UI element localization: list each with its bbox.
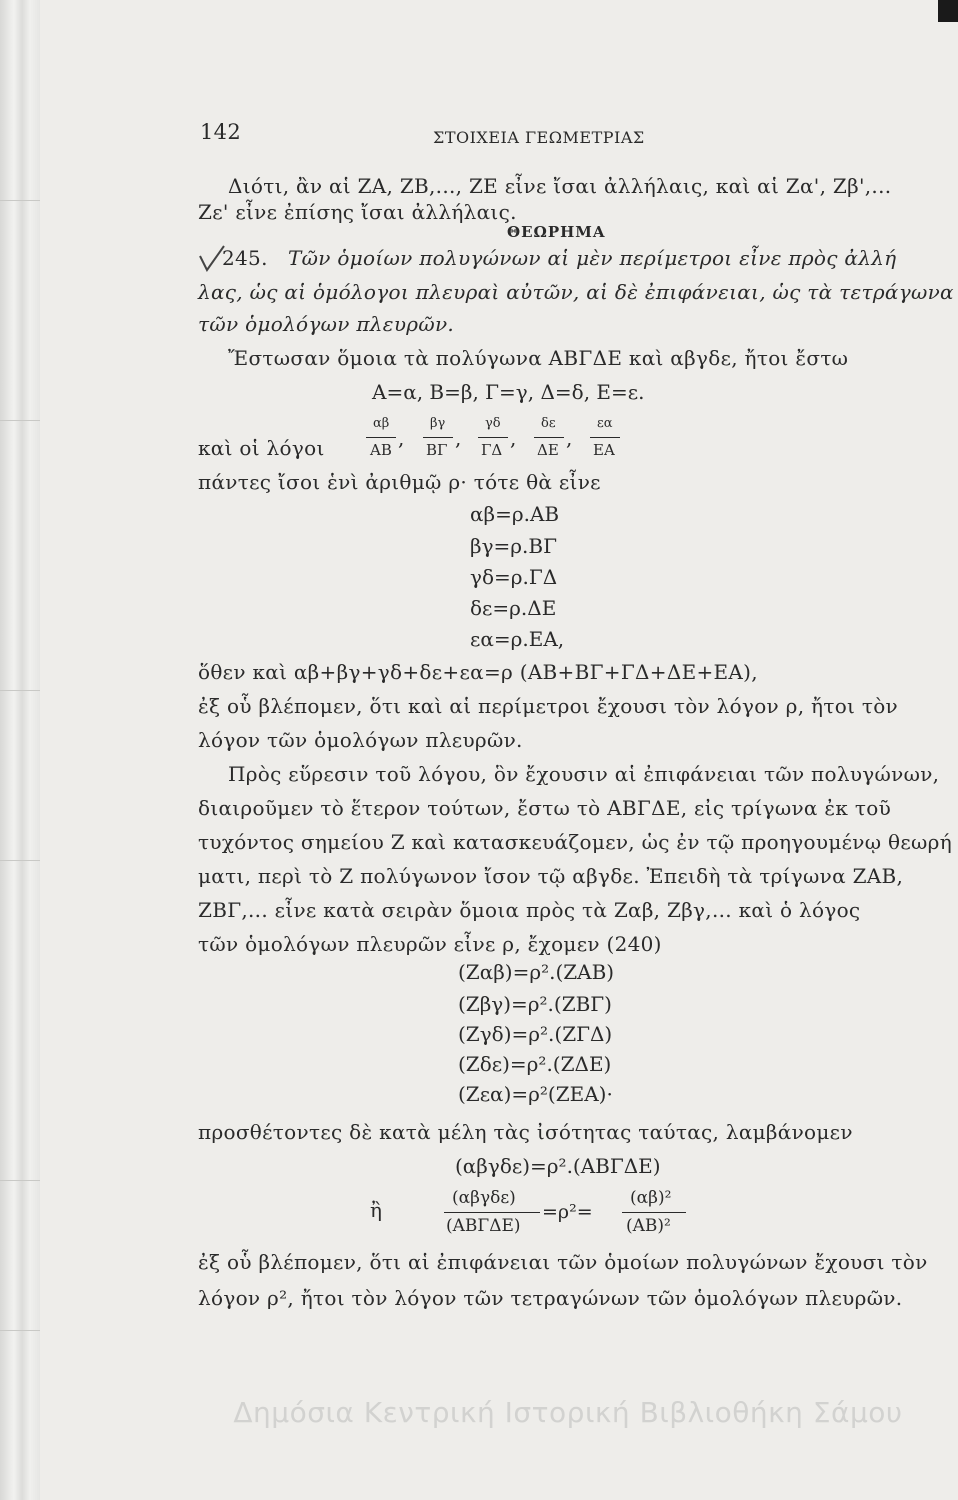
text-line: Zε' εἶνε ἐπίσης ἴσαι ἀλλήλαις. [198,200,517,224]
fraction-numerator: αβ [373,416,390,431]
side-equation: γδ=ρ.ΓΔ [470,565,558,589]
fraction-bar [444,1212,540,1213]
side-equation: βγ=ρ.BΓ [470,534,557,558]
separator-comma: , [510,426,517,450]
area-equation: (αβγδε)=ρ².(ΑΒΓΔΕ) [455,1154,661,1178]
text-line: διαιροῦμεν τὸ ἕτερον τούτων, ἔστω τὸ ΑΒΓΔΕ, εἰς τρίγωνα ἐκ τοῦ [198,796,892,820]
running-title: ΣΤΟΙΧΕΙΑ ΓΕΩΜΕΤΡΙΑΣ [433,128,645,147]
fraction-numerator: εα [597,416,613,431]
fraction-numerator: δε [541,416,556,431]
fraction-bar [534,437,564,438]
text-line: τυχόντος σημείου Z καὶ κατασκευάζομεν, ὡς ἐν τῷ προηγουμένῳ θεωρή [198,830,952,854]
fraction-bar [590,437,620,438]
side-equation: δε=ρ.ΔE [470,596,557,620]
fraction-denominator: (ΑΒΓΔΕ) [446,1216,521,1236]
fraction-numerator: (αβ)² [630,1188,672,1208]
text-line: λόγον τῶν ὁμολόγων πλευρῶν. [198,728,523,752]
fraction-bar [478,437,508,438]
library-watermark: Δημόσια Κεντρική Ιστορική Βιβλιοθήκη Σάμου [233,1396,903,1429]
side-equation: αβ=ρ.AB [470,502,560,526]
fraction-bar [423,437,453,438]
fraction-bar [622,1212,686,1213]
text-line: ἐξ οὗ βλέπομεν, ὅτι αἱ ἐπιφάνειαι τῶν ὁμοίων πολυγώνων ἔχουσι τὸν [198,1250,928,1274]
fraction-numerator: (αβγδε) [452,1188,516,1208]
page-number: 142 [200,120,241,144]
or-word: ἢ [370,1198,382,1222]
triangle-equation: (Zαβ)=ρ².(ZAB) [458,960,615,984]
fraction-bar [366,437,396,438]
theorem-statement: λας, ὡς αἱ ὁμόλογοι πλευραὶ αὐτῶν, αἱ δὲ ἐπιφάνειαι, ὡς τὰ τετράγωνα [198,280,954,304]
separator-comma: , [566,426,573,450]
side-equation: εα=ρ.EA, [470,627,565,651]
fraction-denominator: ΔE [537,441,559,459]
correspondence-equation: A=α, B=β, Γ=γ, Δ=δ, E=ε. [372,380,645,404]
theorem-statement: Τῶν ὁμοίων πολυγώνων αἱ μὲν περίμετροι εἶνε πρὸς ἀλλή [288,246,897,270]
triangle-equation: (Zδε)=ρ².(ZΔE) [458,1052,612,1076]
triangle-equation: (Zβγ)=ρ².(ZBΓ) [458,992,612,1016]
text-line: Πρὸς εὕρεσιν τοῦ λόγου, ὃν ἔχουσιν αἱ ἐπιφάνειαι τῶν πολυγώνων, [228,762,940,786]
fraction-denominator: (AB)² [626,1216,671,1236]
scan-corner-mark [938,0,958,22]
theorem-statement: τῶν ὁμολόγων πλευρῶν. [198,312,455,336]
triangle-equation: (Zγδ)=ρ².(ZΓΔ) [458,1022,613,1046]
theorem-heading: ΘΕΩΡΗΜΑ [507,223,606,241]
separator-comma: , [398,426,405,450]
text-line: προσθέτοντες δὲ κατὰ μέλη τὰς ἰσότητας ταύτας, λαμβάνομεν [198,1120,853,1144]
triangle-equation: (Zεα)=ρ²(ZEA)· [458,1082,613,1106]
fraction-denominator: BΓ [426,441,448,459]
separator-comma: , [455,426,462,450]
text-line: καὶ οἱ λόγοι [198,436,325,460]
fraction-numerator: γδ [485,416,501,431]
theorem-number: 245. [222,246,268,270]
text-line: ὅθεν καὶ αβ+βγ+γδ+δε+εα=ρ (AB+BΓ+ΓΔ+ΔE+EA), [198,660,758,684]
fraction-denominator: AB [370,441,392,459]
text-line: πάντες ἴσοι ἑνὶ ἀριθμῷ ρ· τότε θὰ εἶνε [198,470,601,494]
text-line: Ἔστωσαν ὅμοια τὰ πολύγωνα ΑΒΓΔΕ καὶ αβγδε, ἤτοι ἔστω [228,346,849,370]
text-line: λόγον ρ², ἤτοι τὸν λόγον τῶν τετραγώνων τῶν ὁμολόγων πλευρῶν. [198,1286,903,1310]
equals-rho-squared: =ρ²= [542,1201,593,1223]
text-line: τῶν ὁμολόγων πλευρῶν εἶνε ρ, ἔχομεν (240) [198,932,662,956]
book-spine-edge [0,0,40,1500]
fraction-denominator: ΓΔ [481,441,503,459]
text-line: ματι, περὶ τὸ Z πολύγωνον ἴσον τῷ αβγδε. Ἐπειδὴ τὰ τρίγωνα ZAB, [198,864,904,888]
text-line: Διότι, ἂν αἱ ZA, ZB,..., ZE εἶνε ἴσαι ἀλλήλαις, καὶ αἱ Zα', Zβ',... [228,174,892,198]
fraction-denominator: EA [593,441,615,459]
fraction-numerator: βγ [430,416,446,431]
text-line: ZBΓ,... εἶνε κατὰ σειρὰν ὅμοια πρὸς τὰ Zαβ, Zβγ,... καὶ ὁ λόγος [198,898,861,922]
text-line: ἐξ οὗ βλέπομεν, ὅτι καὶ αἱ περίμετροι ἔχουσι τὸν λόγον ρ, ἤτοι τὸν [198,694,898,718]
